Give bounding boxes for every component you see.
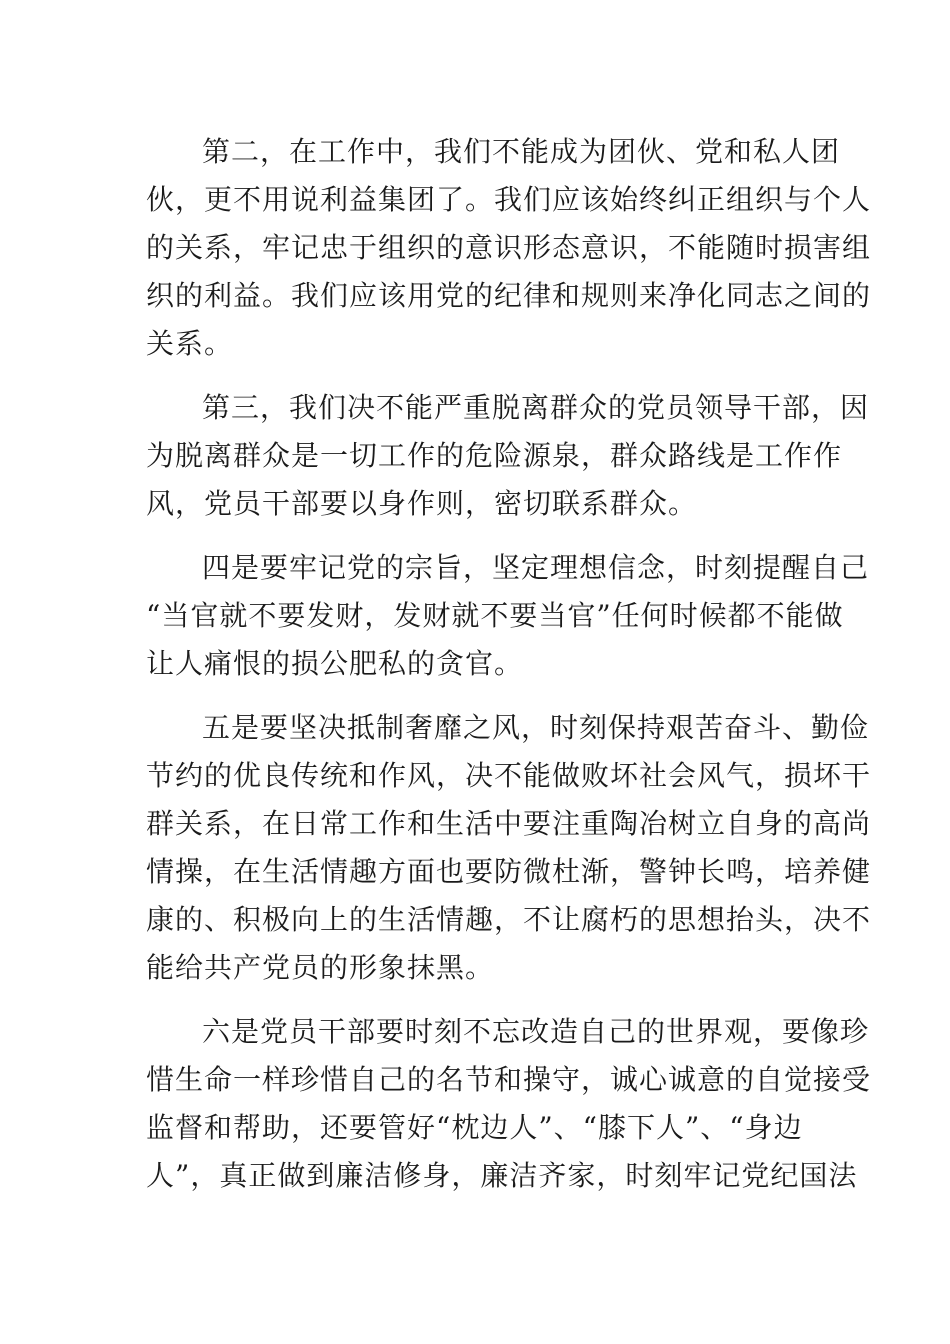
- text-line: 的关系，牢记忠于组织的意识形态意识，不能随时损害组: [146, 231, 872, 264]
- text-line: 情操，在生活情趣方面也要防微杜渐，警钟长鸣，培养健: [146, 855, 872, 888]
- text-line: 四是要牢记党的宗旨，坚定理想信念，时刻提醒自己: [202, 551, 870, 584]
- text-line: 能给共产党员的形象抹黑。: [146, 951, 495, 984]
- text-line: 关系。: [146, 327, 234, 360]
- paragraph-3: [146, 384, 870, 528]
- text-line: 六是党员干部要时刻不忘改造自己的世界观，要像珍: [202, 1015, 870, 1048]
- text-line: 织的利益。我们应该用党的纪律和规则来净化同志之间的: [146, 279, 872, 312]
- document-body: [146, 128, 872, 1216]
- text-line: 人”，真正做到廉洁修身，廉洁齐家，时刻牢记党纪国法: [146, 1159, 858, 1192]
- text-line: 惜生命一样珍惜自己的名节和操守，诚心诚意的自觉接受: [146, 1063, 872, 1096]
- text-line: 伙，更不用说利益集团了。我们应该始终纠正组织与个人: [146, 183, 872, 216]
- text-line: 五是要坚决抵制奢靡之风，时刻保持艰苦奋斗、勤俭: [202, 711, 870, 744]
- text-line: “当官就不要发财，发财就不要当官”任何时候都不能做: [146, 599, 844, 632]
- text-line: 第三，我们决不能严重脱离群众的党员领导干部，因: [202, 391, 870, 424]
- text-line: 康的、积极向上的生活情趣，不让腐朽的思想抬头，决不: [146, 903, 872, 936]
- paragraph-6: [146, 1008, 872, 1200]
- text-line: 节约的优良传统和作风，决不能做败坏社会风气，损坏干: [146, 759, 872, 792]
- paragraph-5: [146, 704, 872, 992]
- text-line: 让人痛恨的损公肥私的贪官。: [146, 647, 524, 680]
- paragraph-2: [146, 128, 872, 368]
- text-line: 第二，在工作中，我们不能成为团伙、党和私人团: [202, 135, 841, 168]
- text-line: 为脱离群众是一切工作的危险源泉，群众路线是工作作: [146, 439, 843, 472]
- text-line: 群关系，在日常工作和生活中要注重陶冶树立自身的高尚: [146, 807, 872, 840]
- text-line: 风，党员干部要以身作则，密切联系群众。: [146, 487, 698, 520]
- paragraph-4: [146, 544, 870, 688]
- text-line: 监督和帮助，还要管好“枕边人”、“膝下人”、“身边: [146, 1111, 803, 1144]
